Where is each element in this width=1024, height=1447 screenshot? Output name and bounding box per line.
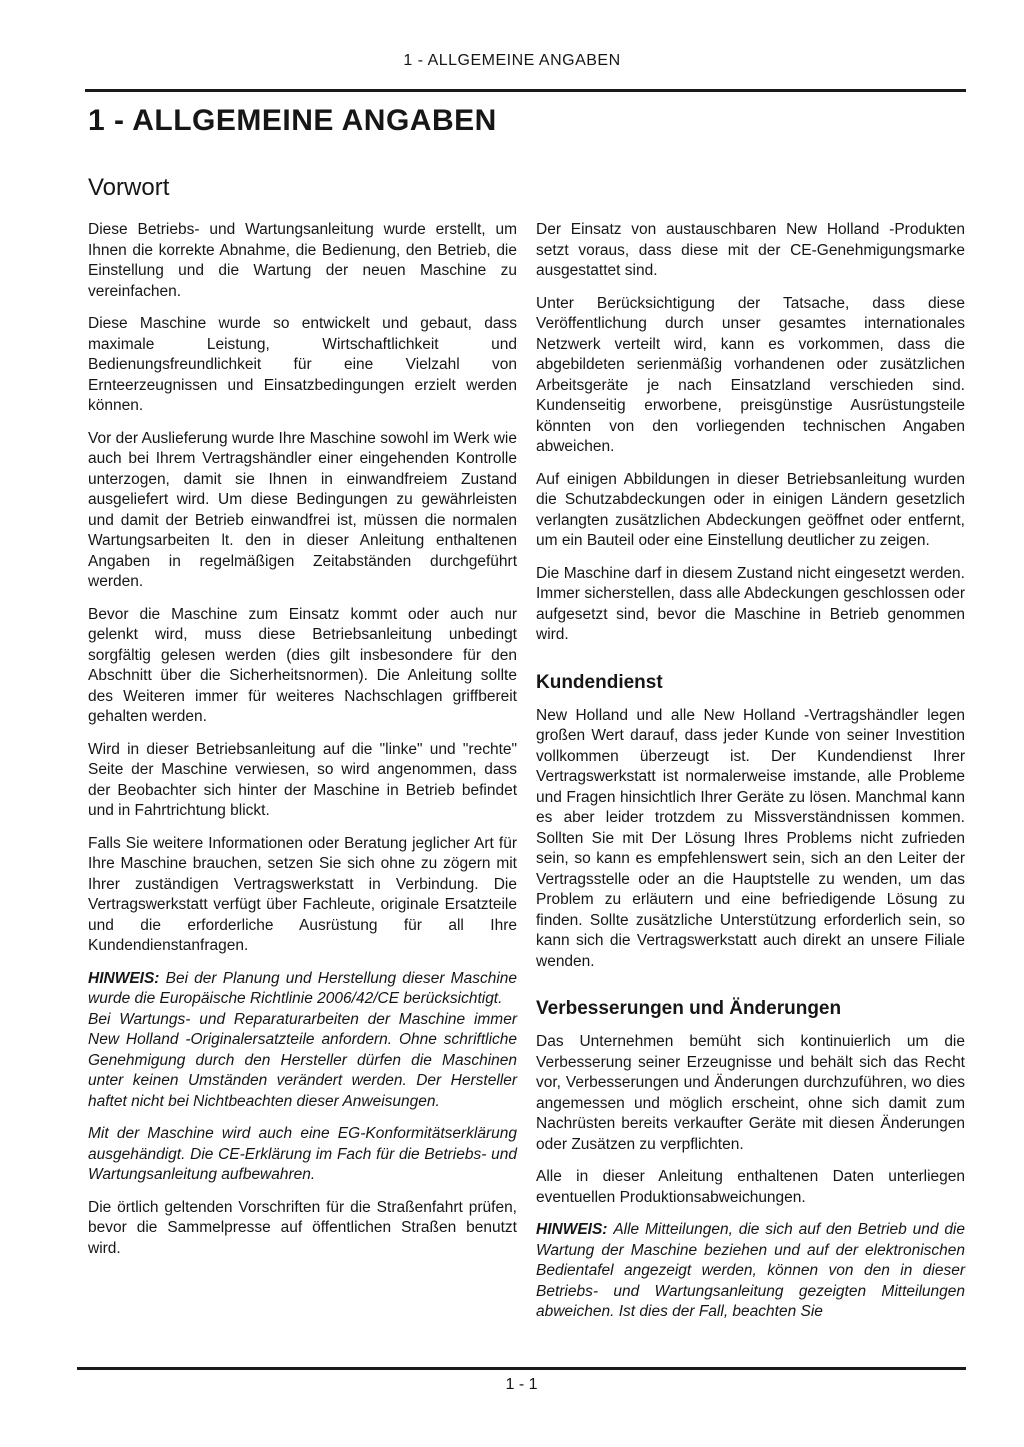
paragraph: Diese Maschine wurde so entwickelt und gebaut, dass maximale Leistung, Wirtschaftlichkeit und Bedienungsfreundlichkeit für eine Vielzahl von Ernteerzeugnissen und Einsatzbedingungen erzielt werden können. <box>88 315 517 414</box>
page-content <box>88 104 965 1323</box>
right-column <box>536 220 965 1323</box>
note-paragraph: HINWEIS: Bei der Planung und Herstellung dieser Maschine wurde die Europäische Richtlinie 2006/42/CE berücksichtigt. <box>88 969 518 1007</box>
page-number: 1 - 1 <box>505 1376 538 1393</box>
note-label: HINWEIS: <box>536 1221 614 1238</box>
paragraph: New Holland und alle New Holland -Vertragshändler legen großen Wert darauf, dass jeder Kunde von seiner Investition vollkommen überzeugt ist. Der Kundendienst Ihrer Vertragswerkstatt ist normalerweise imstande, alle Probleme und Fragen hinsichtlich Ihrer Geräte zu lösen. Manchmal kann es aber leider trotzdem zu Missverständnissen kommen. Sollten Sie mit Der Lösung Ihres Problems nicht zufrieden sein, so kann es empfehlenswert sein, sich an den Leiter der Vertragsstelle oder an die Hauptstelle zu wenden, um das Problem zu erläutern und eine befriedigende Lösung zu finden. Sollte zusätzliche Unterstützung erforderlich sein, so kann sich die Vertragswerkstatt auch direkt an unsere Filiale wenden. <box>536 706 965 970</box>
left-column <box>88 220 517 1323</box>
paragraph: Der Einsatz von austauschbaren New Holland -Produkten setzt voraus, dass diese mit der CE-Genehmigungsmarke ausgestattet sind. <box>536 221 965 279</box>
paragraph: Falls Sie weitere Informationen oder Beratung jeglicher Art für Ihre Maschine brauchen, setzen Sie sich ohne zu zögern mit Ihrer zuständigen Vertragswerkstatt in Verbindung. Die Vertragswerkstatt verfügt über Fachleute, originale Ersatzteile und die erforderliche Ausrüstung für all Ihre Kundendienstanfragen. <box>88 834 517 954</box>
note-paragraph: Mit der Maschine wird auch eine EG-Konformitätserklärung ausgehändigt. Die CE-Erklärung im Fach für die Betriebs- und Wartungsanleitung aufbewahren. <box>88 1125 517 1183</box>
chapter-title: 1 - ALLGEMEINE ANGABEN <box>88 104 497 137</box>
note-paragraph: Bei Wartungs- und Reparaturarbeiten der Maschine immer New Holland -Originalersatzteile anfordern. Ohne schriftliche Genehmigung durch den Hersteller dürfen die Maschinen unter keinen Umständen verändert werden. Der Hersteller haftet nicht bei Nichtbeachten dieser Anweisungen. <box>88 1010 517 1110</box>
paragraph: Vor der Auslieferung wurde Ihre Maschine sowohl im Werk wie auch bei Ihrem Vertragshändler einer eingehenden Kontrolle unterzogen, damit sie Ihnen in einwandfreiem Zustand ausgeliefert wird. Um diese Bedingungen zu gewährleisten und damit der Betrieb einwandfrei ist, müssen die normalen Wartungsarbeiten lt. den in dieser Anleitung enthaltenen Angaben in regelmäßigen Zeitabständen durchgeführt werden. <box>88 429 517 590</box>
subsection-heading: Verbesserungen und Änderungen <box>536 998 842 1019</box>
paragraph: Unter Berücksichtigung der Tatsache, dass diese Veröffentlichung durch unser gesamtes internationales Netzwerk verteilt wird, kann es vorkommen, dass die abgebildeten serienmäßig vorhandenen oder zusätzlichen Arbeitsgeräte je nach Einsatzland verschieden sind. Kundenseitig erworbene, preisgünstige Ausrüstungsteile könnten von den vorliegenden technischen Angaben abweichen. <box>536 294 965 455</box>
section-title: Vorwort <box>88 174 170 201</box>
paragraph: Das Unternehmen bemüht sich kontinuierlich um die Verbesserung seiner Erzeugnisse und behält sich das Recht vor, Verbesserungen und Änderungen durchzuführen, wo dies angemessen und möglich erscheint, ohne sich damit zum Nachrüsten bereits verkaufter Geräte mit diesen Änderungen oder Zusätzen zu verpflichten. <box>536 1033 965 1153</box>
page-footer <box>77 1367 966 1394</box>
paragraph: Bevor die Maschine zum Einsatz kommt oder auch nur gelenkt wird, muss diese Betriebsanleitung unbedingt sorgfältig gelesen werden (dies gilt insbesondere für den Abschnitt über die Sicherheitsnormen). Die Anleitung sollte des Weiteren immer für weiteres Nachschlagen griffbereit gehalten werden. <box>88 605 517 725</box>
note-label: HINWEIS: <box>88 969 166 987</box>
subsection-heading: Kundendienst <box>536 671 663 693</box>
paragraph: Wird in dieser Betriebsanleitung auf die "linke" und "rechte" Seite der Maschine verwiesen, so wird angenommen, dass der Beobachter sich hinter der Maschine in Betrieb befindet und in Fahrtrichtung blickt. <box>88 740 517 819</box>
paragraph: Auf einigen Abbildungen in dieser Betriebsanleitung wurden die Schutzabdeckungen oder in einigen Ländern gesetzlich verlangten zusätzlichen Abdeckungen geöffnet oder entfernt, um ein Bauteil oder eine Einstellung deutlicher zu zeigen. <box>536 470 965 549</box>
paragraph: Alle in dieser Anleitung enthaltenen Daten unterliegen eventuellen Produktionsabweichungen. <box>536 1168 965 1206</box>
paragraph: Die örtlich geltenden Vorschriften für die Straßenfahrt prüfen, bevor die Sammelpresse auf öffentlichen Straßen benutzt wird. <box>88 1198 517 1257</box>
two-column-body <box>88 220 965 1323</box>
header-rule <box>85 89 966 92</box>
paragraph: Diese Betriebs- und Wartungsanleitung wurde erstellt, um Ihnen die korrekte Abnahme, die Bedienung, den Betrieb, die Einstellung und die Wartung der neuen Maschine zu vereinfachen. <box>88 221 517 300</box>
running-header: 1 - ALLGEMEINE ANGABEN <box>403 52 621 69</box>
note-paragraph: HINWEIS: Alle Mitteilungen, die sich auf den Betrieb und die Wartung der Maschine beziehen und auf der elektronischen Bedientafel angezeigt werden, können von den in dieser Betriebs- und Wartungsanleitung gezeigten Mitteilungen abweichen. Ist dies der Fall, beachten Sie <box>536 1221 966 1320</box>
paragraph: Die Maschine darf in diesem Zustand nicht eingesetzt werden. Immer sicherstellen, dass alle Abdeckungen geschlossen oder aufgesetzt sind, bevor die Maschine in Betrieb genommen wird. <box>536 564 965 643</box>
